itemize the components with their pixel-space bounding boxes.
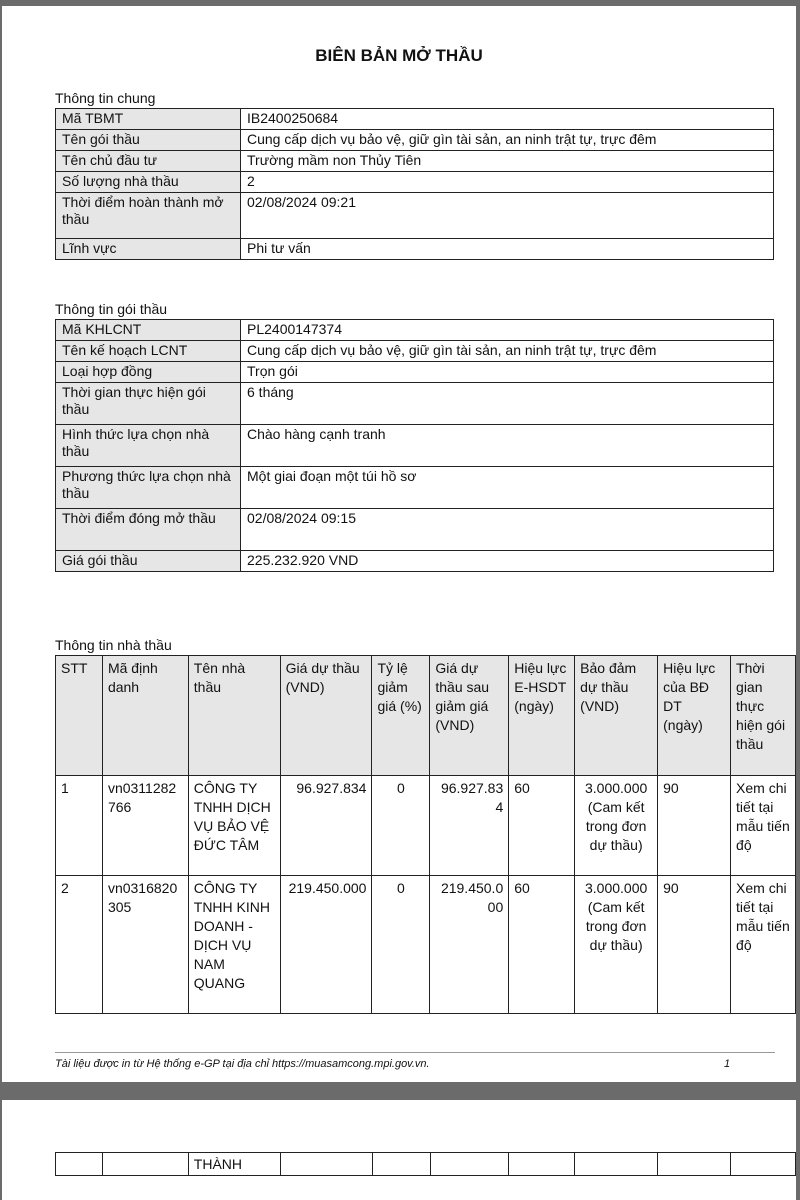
cell bbox=[575, 1153, 658, 1176]
cell-guarantee: 3.000.000 (Cam kết trong đơn dự thầu) bbox=[575, 876, 658, 1014]
document-page-1 bbox=[2, 6, 796, 1082]
field-value: IB2400250684 bbox=[241, 109, 774, 130]
column-header: Mã định danh bbox=[102, 656, 188, 776]
page-number: 1 bbox=[724, 1058, 731, 1070]
field-label: Mã TBMT bbox=[56, 109, 241, 130]
field-value: Một giai đoạn một túi hồ sơ bbox=[241, 467, 774, 509]
field-value: 6 tháng bbox=[241, 383, 774, 425]
table-row bbox=[56, 425, 774, 467]
table-row bbox=[56, 1153, 796, 1176]
cell bbox=[280, 1153, 372, 1176]
table-row bbox=[56, 130, 774, 151]
cell bbox=[56, 1153, 103, 1176]
cell-name: THÀNH bbox=[188, 1153, 280, 1176]
cell-guarantee: 3.000.000 (Cam kết trong đơn dự thầu) bbox=[575, 776, 658, 876]
field-label: Tên kế hoạch LCNT bbox=[56, 341, 241, 362]
footer-divider bbox=[55, 1052, 775, 1053]
table-row bbox=[56, 193, 774, 239]
field-value: Trường mầm non Thủy Tiên bbox=[241, 151, 774, 172]
field-label: Loại hợp đồng bbox=[56, 362, 241, 383]
field-label: Thời gian thực hiện gói thầu bbox=[56, 383, 241, 425]
cell-discount: 0 bbox=[372, 876, 430, 1014]
field-value: 02/08/2024 09:15 bbox=[241, 509, 774, 551]
column-header: Tỷ lệ giảm giá (%) bbox=[372, 656, 430, 776]
table-row bbox=[56, 341, 774, 362]
general-info-heading: Thông tin chung bbox=[55, 90, 156, 106]
field-label: Thời điểm hoàn thành mở thầu bbox=[56, 193, 241, 239]
footer-text: Tài liệu được in từ Hệ thống e-GP tại địa chỉ https://muasamcong.mpi.gov.vn. bbox=[55, 1058, 430, 1070]
bidders-heading: Thông tin nhà thầu bbox=[55, 637, 172, 653]
column-header: STT bbox=[56, 656, 103, 776]
cell bbox=[102, 1153, 188, 1176]
table-row bbox=[56, 239, 774, 260]
column-header: Bảo đảm dự thầu (VND) bbox=[575, 656, 658, 776]
cell-validity: 60 bbox=[509, 876, 575, 1014]
cell-id: vn0316820305 bbox=[102, 876, 188, 1014]
field-label: Phương thức lựa chọn nhà thầu bbox=[56, 467, 241, 509]
document-page-2 bbox=[2, 1100, 796, 1200]
cell bbox=[372, 1153, 430, 1176]
field-value: PL2400147374 bbox=[241, 320, 774, 341]
field-value: Trọn gói bbox=[241, 362, 774, 383]
cell-guarantee-validity: 90 bbox=[658, 776, 731, 876]
field-label: Mã KHLCNT bbox=[56, 320, 241, 341]
cell-duration: Xem chi tiết tại mẫu tiến độ bbox=[731, 776, 796, 876]
cell bbox=[430, 1153, 509, 1176]
field-label: Số lượng nhà thầu bbox=[56, 172, 241, 193]
cell-price: 96.927.834 bbox=[280, 776, 372, 876]
table-row bbox=[56, 509, 774, 551]
table-row bbox=[56, 320, 774, 341]
column-header: Thời gian thực hiện gói thầu bbox=[731, 656, 796, 776]
field-value: Phi tư vấn bbox=[241, 239, 774, 260]
field-label: Giá gói thầu bbox=[56, 551, 241, 572]
table-row bbox=[56, 776, 796, 876]
cell-price: 219.450.000 bbox=[280, 876, 372, 1014]
field-value: 02/08/2024 09:21 bbox=[241, 193, 774, 239]
table-row bbox=[56, 383, 774, 425]
cell bbox=[658, 1153, 731, 1176]
column-header: Giá dự thầu (VND) bbox=[280, 656, 372, 776]
column-header: Giá dự thầu sau giảm giá (VND) bbox=[430, 656, 509, 776]
cell-guarantee-validity: 90 bbox=[658, 876, 731, 1014]
package-info-heading: Thông tin gói thầu bbox=[55, 301, 168, 317]
cell-duration: Xem chi tiết tại mẫu tiến độ bbox=[731, 876, 796, 1014]
cell-price-after: 96.927.834 bbox=[430, 776, 509, 876]
cell-discount: 0 bbox=[372, 776, 430, 876]
field-label: Thời điểm đóng mở thầu bbox=[56, 509, 241, 551]
table-row bbox=[56, 362, 774, 383]
field-value: Chào hàng cạnh tranh bbox=[241, 425, 774, 467]
field-label: Lĩnh vực bbox=[56, 239, 241, 260]
field-label: Tên chủ đầu tư bbox=[56, 151, 241, 172]
package-info-table bbox=[55, 319, 774, 572]
cell bbox=[509, 1153, 575, 1176]
cell-name: CÔNG TY TNHH KINH DOANH - DỊCH VỤ NAM QUANG bbox=[188, 876, 280, 1014]
table-row bbox=[56, 109, 774, 130]
cell-name: CÔNG TY TNHH DỊCH VỤ BẢO VỆ ĐỨC TÂM bbox=[188, 776, 280, 876]
table-row bbox=[56, 467, 774, 509]
cell-price-after: 219.450.000 bbox=[430, 876, 509, 1014]
field-value: Cung cấp dịch vụ bảo vệ, giữ gìn tài sản, an ninh trật tự, trực đêm bbox=[241, 130, 774, 151]
field-label: Hình thức lựa chọn nhà thầu bbox=[56, 425, 241, 467]
cell-validity: 60 bbox=[509, 776, 575, 876]
cell-stt: 2 bbox=[56, 876, 103, 1014]
page-title: BIÊN BẢN MỞ THẦU bbox=[315, 46, 483, 65]
cell-stt: 1 bbox=[56, 776, 103, 876]
table-row bbox=[56, 876, 796, 1014]
field-value: Cung cấp dịch vụ bảo vệ, giữ gìn tài sản, an ninh trật tự, trực đêm bbox=[241, 341, 774, 362]
field-value: 2 bbox=[241, 172, 774, 193]
column-header: Hiệu lực của BĐ DT (ngày) bbox=[658, 656, 731, 776]
table-row bbox=[56, 172, 774, 193]
table-row bbox=[56, 151, 774, 172]
continuation-table bbox=[55, 1152, 796, 1176]
bidders-table bbox=[55, 655, 796, 1014]
cell-id: vn0311282766 bbox=[102, 776, 188, 876]
table-row bbox=[56, 551, 774, 572]
field-label: Tên gói thầu bbox=[56, 130, 241, 151]
column-header: Tên nhà thầu bbox=[188, 656, 280, 776]
general-info-table bbox=[55, 108, 774, 260]
column-header: Hiệu lực E-HSDT (ngày) bbox=[509, 656, 575, 776]
field-value: 225.232.920 VND bbox=[241, 551, 774, 572]
table-header-row bbox=[56, 656, 796, 776]
cell bbox=[731, 1153, 796, 1176]
